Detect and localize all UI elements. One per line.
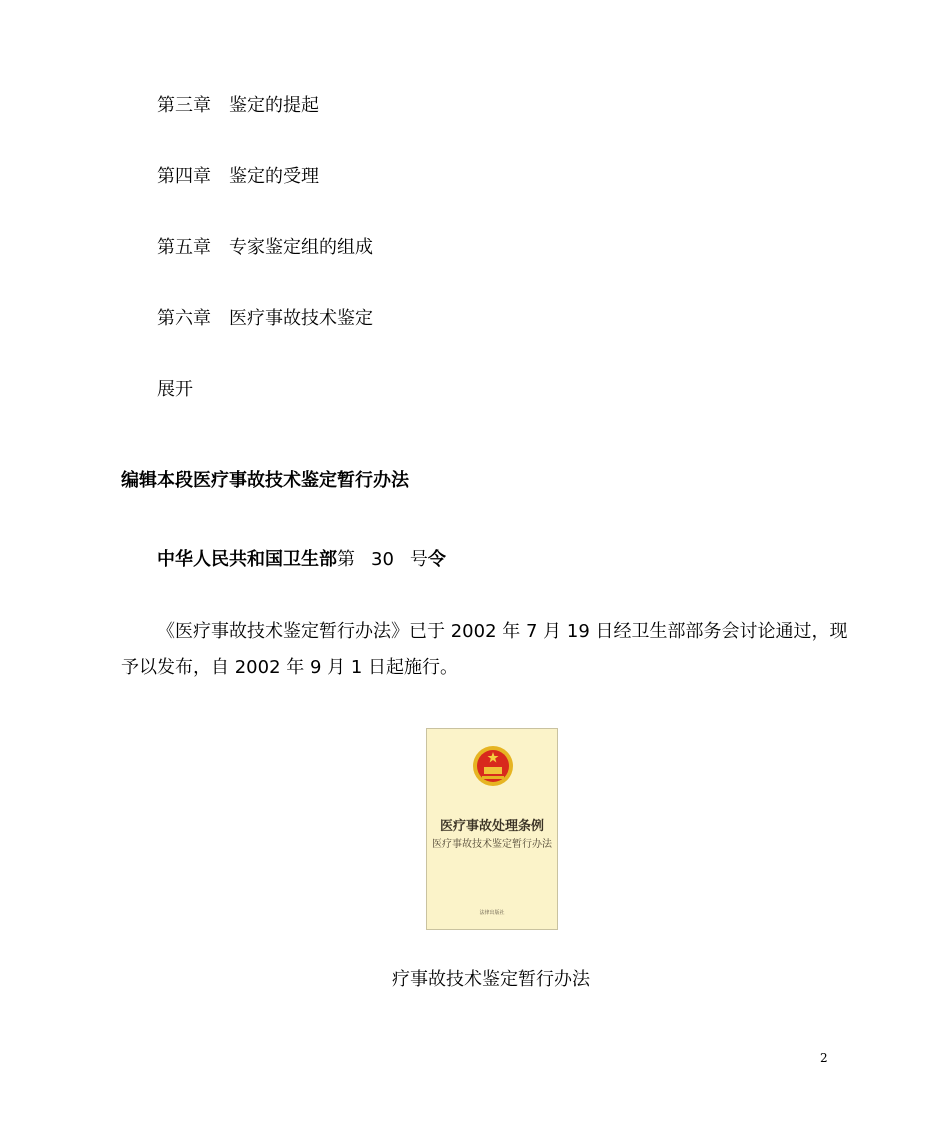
decree-suffix: 号 [409,549,428,570]
decree-ling: 令 [427,549,446,570]
decree-issuer: 中华人民共和国卫生部 [157,549,337,570]
book-cover-image [426,728,558,930]
section-heading: 编辑本段医疗事故技术鉴定暂行办法 [121,470,409,491]
cover-publisher: 法律出版社 [479,910,505,916]
toc-chapter: 第五章 [157,237,211,258]
body-paragraph-line-1: 《医疗事故技术鉴定暂行办法》已于 2002 年 7 月 19 日经卫生部部务会讨论通过，现 [157,621,848,642]
expand-link[interactable]: 展开 [157,379,193,400]
toc-item-6 [157,307,373,331]
figure-caption: 疗事故技术鉴定暂行办法 [392,969,590,990]
toc-item-5 [157,236,373,260]
cover-subtitle: 医疗事故技术鉴定暂行办法 [432,839,552,850]
toc-chapter: 第四章 [157,166,211,187]
body-paragraph-line-2: 予以发布，自 2002 年 9 月 1 日起施行。 [121,657,459,678]
toc-title: 鉴定的提起 [229,95,319,116]
decree-line [157,548,446,572]
cover-title: 医疗事故处理条例 [439,819,544,834]
decree-prefix: 第 [337,549,355,570]
toc-title: 专家鉴定组的组成 [229,237,373,258]
page-number: 2 [820,1051,828,1065]
toc-chapter: 第三章 [157,95,211,116]
toc-item-4 [157,165,319,189]
toc-item-3 [157,94,319,118]
national-emblem-icon [472,745,514,787]
toc-title: 医疗事故技术鉴定 [229,308,373,329]
decree-number: 30 [371,549,394,570]
toc-chapter: 第六章 [157,308,211,329]
toc-title: 鉴定的受理 [229,166,319,187]
